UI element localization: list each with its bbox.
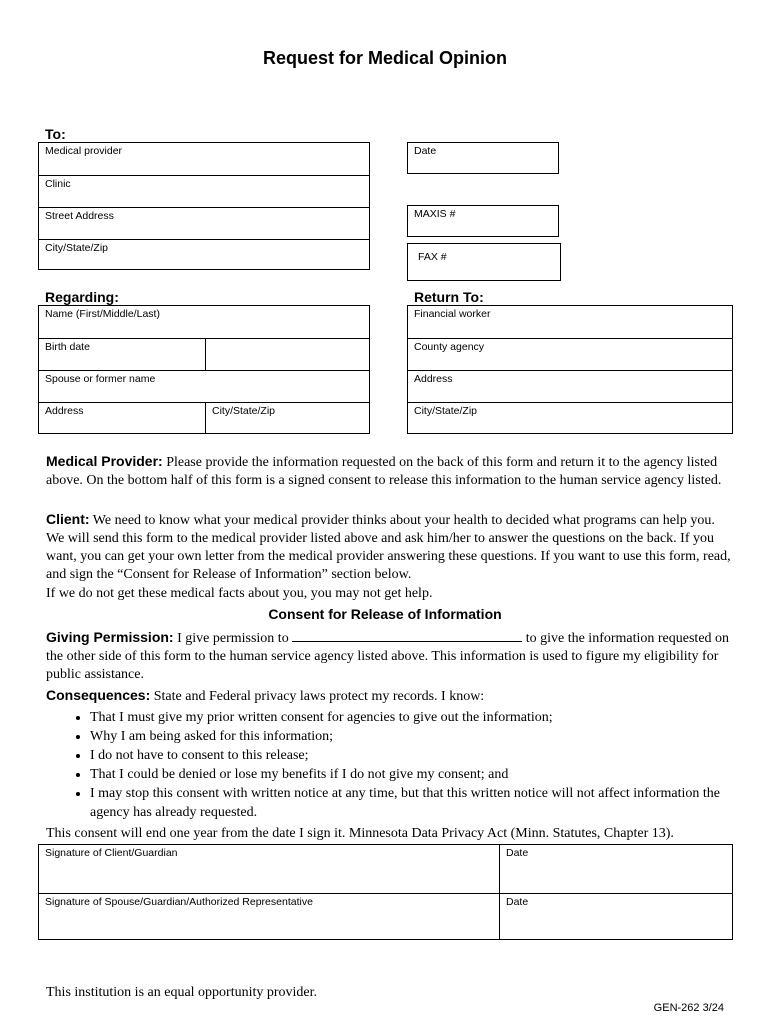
regarding-city-state-zip-field[interactable]: City/State/Zip [205,402,369,433]
maxis-label: MAXIS # [414,208,456,220]
medical-provider-lead: Medical Provider: [46,453,163,469]
return-address-field[interactable]: Address [408,370,732,402]
financial-worker-field[interactable]: Financial worker [414,308,491,320]
return-to-box [407,305,733,434]
regarding-box [38,305,370,434]
fax-field[interactable] [407,243,561,281]
signature-table [38,844,733,940]
date-label: Date [414,145,437,157]
regarding-address-field[interactable]: Address [39,402,205,433]
spouse-signature-field[interactable]: Signature of Spouse/Guardian/Authorized Representative [39,893,499,939]
equal-opportunity-text: This institution is an equal opportunity provider. [46,985,318,1000]
list-item: • That I must give my prior written consent for agencies to give out the information; [90,708,725,727]
consequences-paragraph [46,686,736,706]
consequences-lead: Consequences: [46,687,151,703]
page-title: Request for Medical Opinion [262,48,508,68]
permission-recipient-field[interactable] [292,628,522,642]
consent-end-text: This consent will end one year from the date I sign it. Minnesota Data Privacy Act (Minn. Statutes, Chapter 13). [46,826,674,841]
name-field[interactable]: Name (First/Middle/Last) [45,308,160,320]
consent-heading: Consent for Release of Information [268,606,502,622]
date-field[interactable] [407,142,559,174]
medical-provider-field[interactable]: Medical provider [45,145,123,157]
list-item: • I do not have to consent to this release; [90,746,725,765]
to-heading: To: [45,126,66,142]
maxis-field[interactable] [407,205,559,237]
county-agency-field[interactable]: County agency [408,338,732,370]
consequences-list [45,708,725,822]
birth-date-value-field[interactable] [205,338,369,370]
giving-permission-paragraph [46,628,736,684]
clinic-field[interactable]: Clinic [39,175,369,207]
giving-permission-text-before: I give permission to [173,631,293,646]
return-city-state-zip-field[interactable]: City/State/Zip [408,402,732,433]
city-state-zip-field[interactable]: City/State/Zip [39,239,369,269]
return-to-heading: Return To: [414,289,484,305]
to-address-box [38,142,370,270]
birth-date-field[interactable]: Birth date [39,338,205,370]
regarding-heading: Regarding: [45,289,119,305]
medical-provider-paragraph [46,452,736,490]
giving-permission-lead: Giving Permission: [46,629,174,645]
client-signature-field[interactable]: Signature of Client/Guardian [45,847,178,859]
client-lead: Client: [46,511,90,527]
fax-label: FAX # [418,251,447,263]
consequences-text: State and Federal privacy laws protect my records. I know: [150,689,485,704]
list-item: • That I could be denied or lose my benefits if I do not give my consent; and [90,765,725,784]
spouse-date-field[interactable]: Date [499,893,732,939]
list-item: • I may stop this consent with written notice at any time, but that this written notice will not affect information the agency has already requested. [90,784,725,822]
client-text: We need to know what your medical provider thinks about your health to decided what programs can help you. We will send this form to the medical provider listed above and ask him/her to answer the questions on the back. If you want, you can get your own letter from the medical provider answering these questions. If you want to use this form, read, and sign the “Consent for Release of Information” section below. [46,513,731,582]
client-date-field[interactable]: Date [499,845,732,893]
no-facts-text: If we do not get these medical facts about you, you may not get help. [46,586,433,601]
giving-permission-text-after: to give the information requested on the other side of this form to the human service agency listed above. This information is used to figure my eligibility for public assistance. [46,631,730,682]
list-item: • Why I am being asked for this information; [90,727,725,746]
spouse-name-field[interactable]: Spouse or former name [39,370,369,402]
client-paragraph [46,510,736,584]
street-address-field[interactable]: Street Address [39,207,369,239]
form-number: GEN-262 3/24 [653,1002,724,1014]
medical-provider-text: Please provide the information requested on the back of this form and return it to the agency listed above. On the bottom half of this form is a signed consent to release this information to the human service agency listed. [46,455,722,488]
